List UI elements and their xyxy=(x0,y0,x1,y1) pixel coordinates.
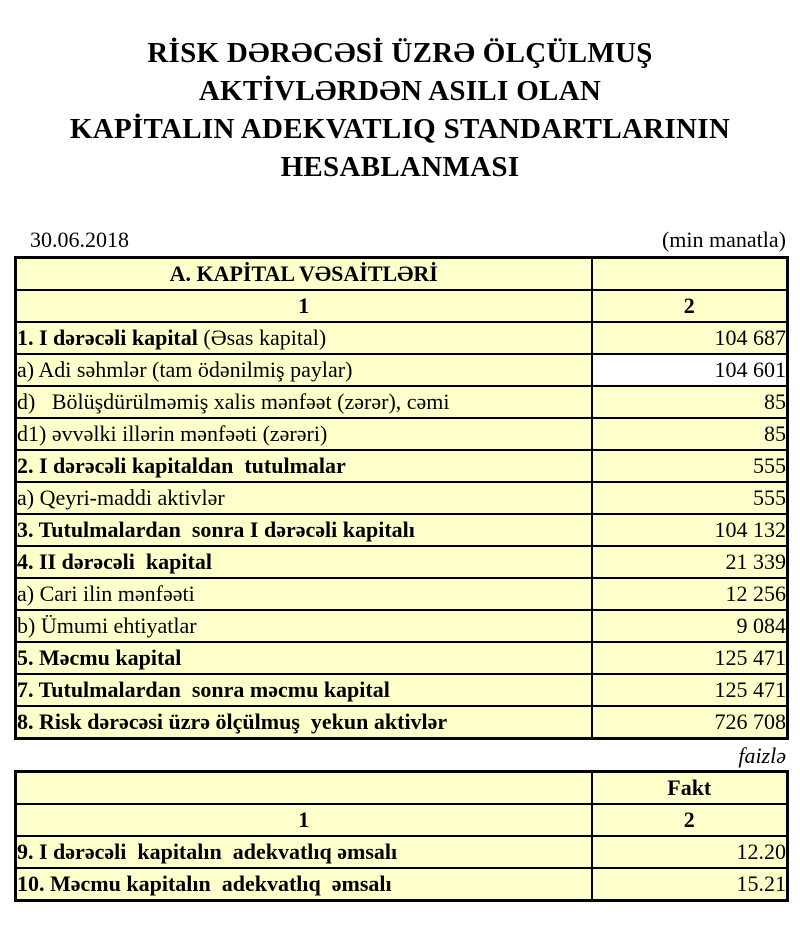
meta-row xyxy=(30,227,786,253)
ratio-table xyxy=(14,770,789,902)
fakt-header-empty-cell xyxy=(16,772,592,805)
row-label-cell xyxy=(16,706,592,739)
col2-header: 2 xyxy=(592,290,788,322)
table-row xyxy=(16,514,788,546)
row-label-bold: 9. I dərəcəli kapitalın adekvatlıq əmsalı xyxy=(17,839,398,864)
table-row xyxy=(16,418,788,450)
report-date: 30.06.2018 xyxy=(30,227,129,252)
row-label-cell xyxy=(16,514,592,546)
row-label-bold: 7. Tutulmalardan sonra məcmu kapital xyxy=(17,677,390,702)
report-page xyxy=(0,34,800,902)
column-number-row xyxy=(16,804,788,836)
row-label-bold: 4. II dərəcəli kapital xyxy=(17,549,212,574)
table-row xyxy=(16,706,788,739)
title-line-2: AKTİVLƏRDƏN ASILI OLAN xyxy=(198,75,602,107)
table-row xyxy=(16,386,788,418)
capital-table xyxy=(14,256,789,740)
row-value-cell: 555 xyxy=(592,482,788,514)
row-label-cell xyxy=(16,482,592,514)
row-label-rest: a) Qeyri-maddi aktivlər xyxy=(17,485,225,510)
table-row xyxy=(16,836,788,868)
row-value-cell: 9 084 xyxy=(592,610,788,642)
table-row xyxy=(16,642,788,674)
row-label-bold: 3. Tutulmalardan sonra I dərəcəli kapitalı xyxy=(17,517,415,542)
row-label-rest: a) Adi səhmlər (tam ödənilmiş paylar) xyxy=(17,357,353,382)
row-label-cell xyxy=(16,642,592,674)
row-value-cell: 12 256 xyxy=(592,578,788,610)
row-label-bold: 10. Məcmu kapitalın adekvatlıq əmsalı xyxy=(17,871,392,896)
percent-note: faizlə xyxy=(738,743,786,768)
table-row xyxy=(16,674,788,706)
row-label-rest: d1) əvvəlki illərin mənfəəti (zərəri) xyxy=(17,421,328,446)
row-value-cell: 726 708 xyxy=(592,706,788,739)
row-label-rest: d) Bölüşdürülməmiş xalis mənfəət (zərər), cəmi xyxy=(17,389,450,414)
row-value-cell: 104 132 xyxy=(592,514,788,546)
row-label-cell xyxy=(16,354,592,386)
row-label-cell xyxy=(16,674,592,706)
fakt-header-row xyxy=(16,772,788,805)
section-header-row xyxy=(16,258,788,291)
row-value-cell: 15.21 xyxy=(592,868,788,901)
row-label-bold: 2. I dərəcəli kapitaldan tutulmalar xyxy=(17,453,346,478)
section-header-empty-cell xyxy=(592,258,788,291)
row-value-cell-highlighted: 104 601 xyxy=(592,354,788,386)
table-row xyxy=(16,450,788,482)
table-row xyxy=(16,482,788,514)
row-value-cell: 125 471 xyxy=(592,674,788,706)
col2-header: 2 xyxy=(592,804,788,836)
row-label-bold: 8. Risk dərəcəsi üzrə ölçülmuş yekun aktivlər xyxy=(17,709,448,734)
row-label-bold: 1. I dərəcəli kapital xyxy=(17,325,198,350)
row-value-cell: 125 471 xyxy=(592,642,788,674)
row-value-cell: 555 xyxy=(592,450,788,482)
row-value-cell: 104 687 xyxy=(592,322,788,354)
row-label-cell xyxy=(16,578,592,610)
unit-note: (min manatla) xyxy=(661,227,786,252)
row-label-cell xyxy=(16,322,592,354)
report-title xyxy=(0,34,800,186)
fakt-header-cell: Fakt xyxy=(592,772,788,805)
section-header: A. KAPİTAL VƏSAİTLƏRİ xyxy=(16,258,592,291)
table-row xyxy=(16,354,788,386)
col1-header: 1 xyxy=(16,290,592,322)
row-label-rest: a) Cari ilin mənfəəti xyxy=(17,581,195,606)
row-label-cell xyxy=(16,386,592,418)
title-line-4: HESABLANMASI xyxy=(280,151,520,183)
row-label-cell xyxy=(16,836,592,868)
row-label-rest: b) Ümumi ehtiyatlar xyxy=(17,613,197,638)
row-label-cell xyxy=(16,450,592,482)
row-label-cell xyxy=(16,546,592,578)
row-value-cell: 85 xyxy=(592,386,788,418)
col1-header: 1 xyxy=(16,804,592,836)
table-row xyxy=(16,546,788,578)
row-value-cell: 85 xyxy=(592,418,788,450)
row-label-cell xyxy=(16,418,592,450)
table-row xyxy=(16,578,788,610)
row-value-cell: 21 339 xyxy=(592,546,788,578)
row-label-rest: (Əsas kapital) xyxy=(197,325,327,350)
title-line-1: RİSK DƏRƏCƏSİ ÜZRƏ ÖLÇÜLMUŞ xyxy=(147,37,653,69)
row-label-bold: 5. Məcmu kapital xyxy=(17,645,182,670)
column-number-row xyxy=(16,290,788,322)
title-line-3: KAPİTALIN ADEKVATLIQ STANDARTLARININ xyxy=(69,113,731,145)
row-label-cell xyxy=(16,610,592,642)
table-row xyxy=(16,322,788,354)
table-row xyxy=(16,610,788,642)
row-value-cell: 12.20 xyxy=(592,836,788,868)
